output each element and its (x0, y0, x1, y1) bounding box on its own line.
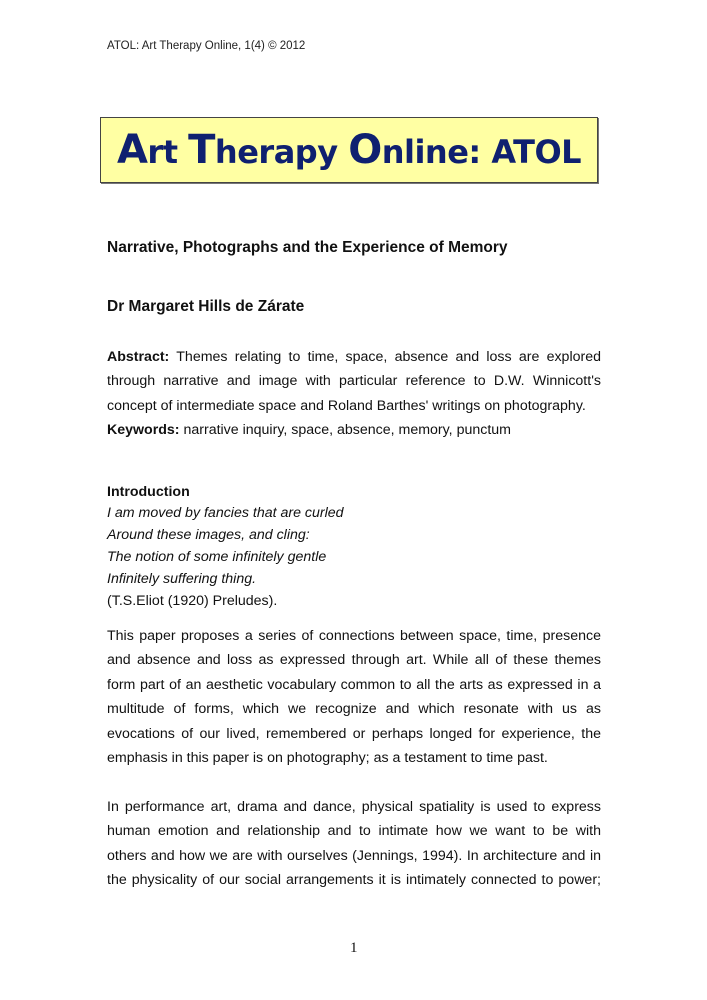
journal-banner (100, 117, 598, 183)
introduction-heading: Introduction (107, 484, 190, 500)
poem-line: Around these images, and cling: (107, 527, 310, 543)
running-header: ATOL: Art Therapy Online, 1(4) © 2012 (107, 40, 306, 52)
abstract-section: Abstract: Themes relating to time, space, absence and loss are explored through narrative and image with particular reference to D.W. Winnicott's concept of intermediate space and Roland Barthes' writings on photography. Keywords: narrative inquiry, space, absence, memory, punctum (107, 345, 601, 443)
poem-line: The notion of some infinitely gentle (107, 549, 327, 565)
journal-banner-title: Art Therapy Online: ATOL (116, 127, 582, 173)
paper-title: Narrative, Photographs and the Experience of Memory (107, 239, 508, 256)
abstract-label: Abstract: (107, 349, 170, 365)
poem-line: I am moved by fancies that are curled (107, 505, 344, 521)
keywords: Keywords: narrative inquiry, space, absence, memory, punctum (107, 422, 511, 439)
page-number: 1 (350, 940, 358, 956)
poem-line: Infinitely suffering thing. (107, 571, 257, 587)
paragraph-1: This paper proposes a series of connections between space, time, presence and absence and loss as expressed through art. While all of these themes form part of an aesthetic vocabulary common to all the arts as expressed in a multitude of forms, which we recognize and which resonate with us as evocations of our lived, remembered or perhaps longed for experience, the emphasis in this paper is on photography; as a testament to time past. (107, 628, 601, 767)
keywords-label: Keywords: (107, 422, 180, 439)
paragraph-2: In performance art, drama and dance, physical spatiality is used to express human emotion and relationship and to intimate how we want to be with others and how we are with ourselves (Jennings, 1994). In architecture and in the physicality of our social arrangements it is intimately connected to power; (107, 799, 601, 889)
introduction-section (107, 482, 601, 612)
poem-citation: (T.S.Eliot (1920) Preludes). (107, 593, 278, 609)
author-name: Dr Margaret Hills de Zárate (107, 298, 305, 315)
